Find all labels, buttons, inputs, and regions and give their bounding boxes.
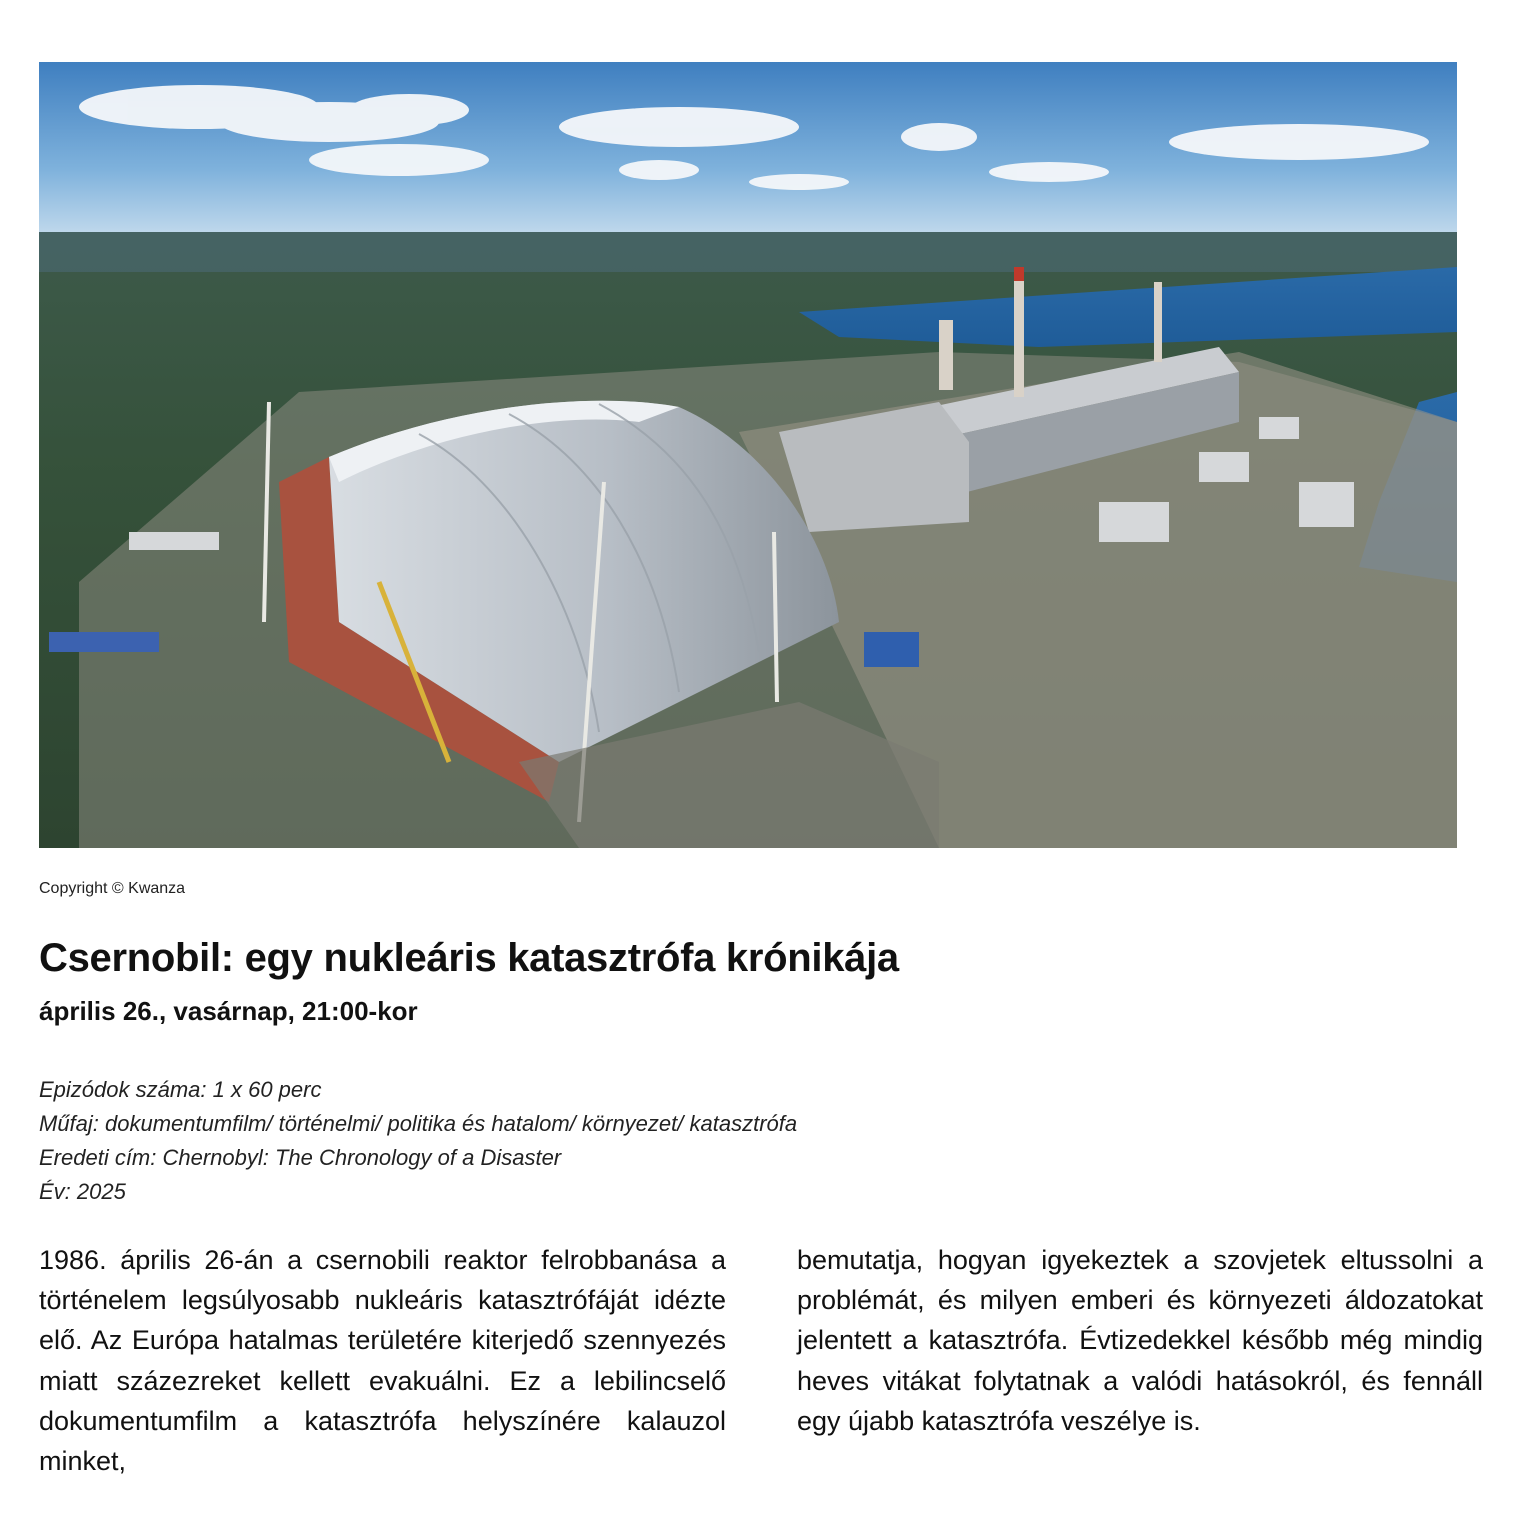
airtime: április 26., vasárnap, 21:00-kor <box>39 996 418 1026</box>
program-details <box>39 1073 797 1209</box>
page-title: Csernobil: egy nukleáris katasztrófa krónikája <box>39 936 899 980</box>
episodes-line: Epizódok száma: 1 x 60 perc <box>39 1077 322 1102</box>
body-text-right-column: bemutatja, hogyan igyekeztek a szovjetek eltussolni a problémát, és milyen emberi és környezeti áldozatokat jelentett a katasztrófa. Évtizedekkel később még mindig heves vitákat folytatnak a valódi hatásokról, és fennáll egy újabb katasztrófa veszélye is. <box>797 1245 1483 1436</box>
original-title-line: Eredeti cím: Chernobyl: The Chronology of a Disaster <box>39 1145 562 1170</box>
hero-photo <box>39 62 1457 848</box>
chernobyl-aerial-photo <box>39 62 1457 848</box>
body-text-left-column: 1986. április 26-án a csernobili reaktor felrobbanása a történelem legsúlyosabb nukleáris katasztrófáját idézte elő. Az Európa hatalmas területére kiterjedő szennyezés miatt százezreket kellett evakuálni. Ez a lebilincselő dokumentumfilm a katasztrófa helyszínére kalauzol minket, <box>39 1245 726 1477</box>
year-line: Év: 2025 <box>39 1179 126 1204</box>
photo-copyright: Copyright © Kwanza <box>39 880 186 897</box>
genre-line: Műfaj: dokumentumfilm/ történelmi/ politika és hatalom/ környezet/ katasztrófa <box>39 1111 798 1136</box>
